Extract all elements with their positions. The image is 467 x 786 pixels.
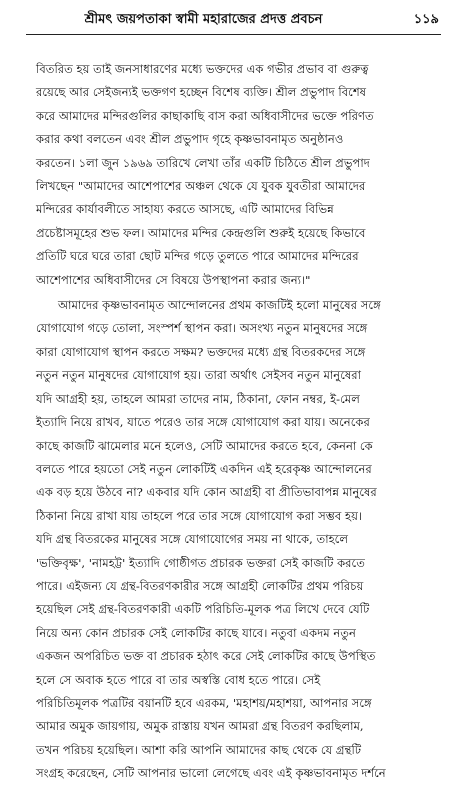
text-line: ইত্যাদি নিয়ে রাখব, যাতে পরেও তার সঙ্গে যোগাযোগ করা যায়। অনেকের <box>36 415 370 430</box>
text-line: সংগ্রহ করেছেন, সেটি আপনার ভালো লেগেছে এবং এই কৃষ্ণভাবনামৃত দর্শনে <box>36 766 386 781</box>
text-line: লিখছেন "আমাদের আশেপাশের অঞ্চল থেকে যে যুবক যুবতীরা আমাদের <box>36 179 366 194</box>
text-line: যদি গ্রন্থ বিতরকের মানুষের সঙ্গে যোগাযোগের সময় না থাকে, তাহলে <box>36 532 348 547</box>
header-title: শ্রীমৎ জয়পতাকা স্বামী মহারাজের প্রদত্ত প্রবচন <box>84 12 323 27</box>
text-line: বলতে পারে হয়তো সেই নতুন লোকটিই একদিন এই হরেকৃষ্ণ আন্দোলনের <box>36 461 372 476</box>
paragraph <box>36 294 437 786</box>
text-line: কাছে কাজটি ঝামেলার মনে হলেও, সেটি আমাদের করতে হবে, কেননা কে <box>36 438 373 453</box>
text-line: কারা যোগাযোগ স্থাপন করতে সক্ষম? ভক্তদের মধ্যে গ্রন্থ বিতরকদের সঙ্গে <box>36 344 366 359</box>
text-line: তখন পরিচয় হয়েছিল। আশা করি আপনি আমাদের কাছ থেকে যে গ্রন্থটি <box>36 742 362 757</box>
text-line: যদি আগ্রহী হয়, তাহলে আমরা তাদের নাম, ঠিকানা, ফোন নম্বর, ই-মেল <box>36 391 360 406</box>
text-line: করার কথা বলতেন এবং শ্রীল প্রভুপাদ গৃহে কৃষ্ণভাবনামৃত অনুষ্ঠানও <box>36 132 344 147</box>
paragraph <box>36 58 437 292</box>
text-line: করতেন। ১লা জুন ১৯৬৯ তারিখে লেখা তাঁর একটি চিঠিতে শ্রীল প্রভুপাদ <box>36 155 370 170</box>
text-line: আশেপাশের অধিবাসীদের সে বিষয়ে উপস্থাপনা করার জন্য।" <box>36 272 311 287</box>
text-line: মন্দিরের কার্যাবলীতে সাহায্য করতে আসছে, এটি আমাদের বিভিন্ন <box>36 202 334 217</box>
text-line: এক বড় হয়ে উঠবে না? একবার যদি কোন আগ্রহী বা প্রীতিভাবাপন্ন মানুষের <box>36 485 377 500</box>
text-line: পারে। এইজন্য যে গ্রন্থ-বিতরণকারীর সঙ্গে আগ্রহী লোকটির প্রথম পরিচয় <box>36 578 364 593</box>
body-text <box>36 58 437 781</box>
running-header <box>26 8 441 35</box>
text-line: 'ভক্তিবৃক্ষ', 'নামহট্ট' ইত্যাদি গোষ্ঠীগত প্রচারক ভক্তরা সেই কাজটি করতে <box>36 555 365 570</box>
text-line: নিয়ে অন্য কোন প্রচারক সেই লোকটির কাছে যাবে। নতুবা একদম নতুন <box>36 625 356 640</box>
text-line: রয়েছে আর সেইজন্যই ভক্তগণ হচ্ছেন বিশেষ ব্যক্তি। শ্রীল প্রভুপাদ বিশেষ <box>36 85 367 100</box>
text-line: প্রতিটি ঘরে ঘরে তারা ছোট মন্দির গড়ে তুলতে পারে আমাদের মন্দিরের <box>36 249 359 264</box>
text-line: পরিচিতিমূলক পত্রটির বয়ানটি হবে এরকম, 'মহাশয়/মহাশয়া, আপনার সঙ্গে <box>36 695 372 710</box>
text-line: হলে সে অবাক হতে পারে বা তার অস্বস্তি বোধ হতে পারে। সেই <box>36 672 321 687</box>
page-number: ১১৯ <box>413 12 439 27</box>
text-line: নতুন নতুন মানুষদের যোগাযোগ হয়। তারা অর্থাৎ সেইসব নতুন মানুষেরা <box>36 368 362 383</box>
text-line: ঠিকানা নিয়ে রাখা যায় তাহলে পরে তার সঙ্গে যোগাযোগ করা সম্ভব হয়। <box>36 508 363 523</box>
text-line: করে আমাদের মন্দিরগুলির কাছাকাছি বাস করা অধিবাসীদের ভক্তে পরিণত <box>36 108 374 123</box>
text-line: বিতরিত হয় তাই জনসাধারণের মধ্যে ভক্তদের এক গভীর প্রভাব বা গুরুত্ব <box>36 62 369 76</box>
text-line: আমাদের কৃষ্ণভাবনামৃত আন্দোলনের প্রথম কাজটিই হলো মানুষের সঙ্গে <box>58 298 381 313</box>
text-line: প্রচেষ্টাসমূহের শুভ ফল। আমাদের মন্দির কেন্দ্রগুলি শুরুই হয়েছে কিভাবে <box>36 225 366 240</box>
text-line: একজন অপরিচিত ভক্ত বা প্রচারক হঠাৎ করে সেই লোকটির কাছে উপস্থিত <box>36 649 376 664</box>
text-line: যোগাযোগ গড়ে তোলা, সংস্পর্শ স্থাপন করা। অসংখ্য নতুন মানুষদের সঙ্গে <box>36 321 368 336</box>
text-line: আমার অমুক জায়গায়, অমুক রাস্তায় যখন আমরা গ্রন্থ বিতরণ করছিলাম, <box>36 719 364 734</box>
text-line: হয়েছিল সেই গ্রন্থ-বিতরণকারী একটি পরিচিতি-মূলক পত্র লিখে দেবে যেটি <box>36 602 370 617</box>
